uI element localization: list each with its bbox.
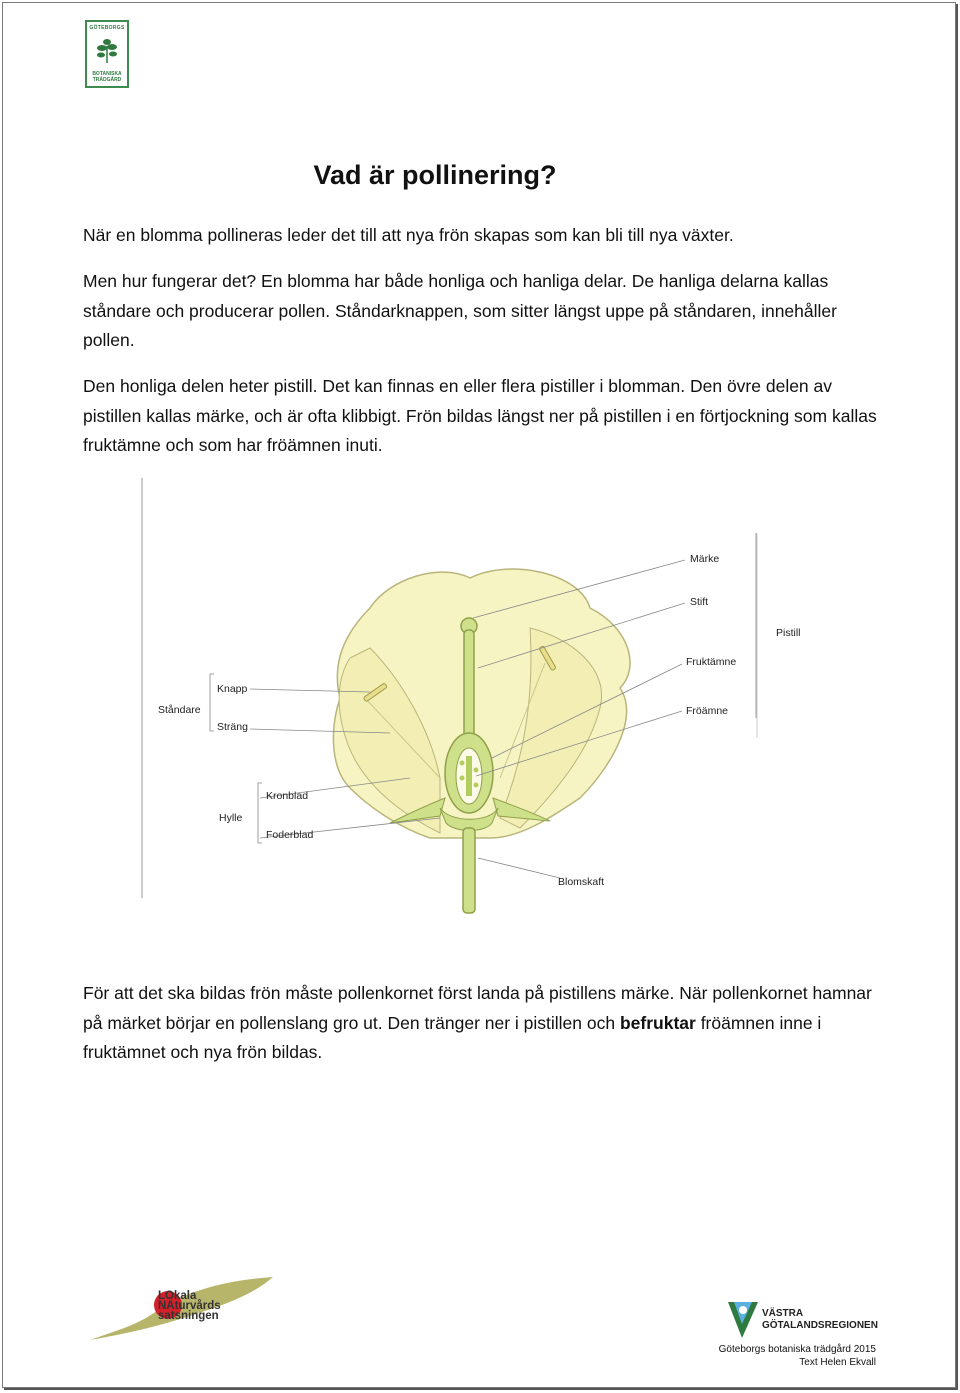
botaniska-tradgard-logo bbox=[85, 20, 129, 88]
credit-garden: Göteborgs botaniska trädgård 2015 bbox=[718, 1344, 876, 1355]
label-kronblad: Kronblad bbox=[266, 790, 309, 802]
label-fruktamne: Fruktämne bbox=[686, 656, 737, 668]
credit-author: Text Helen Ekvall bbox=[799, 1357, 876, 1368]
plant-icon bbox=[94, 38, 120, 64]
vgregion-line2: GÖTALANDSREGIONEN bbox=[762, 1320, 878, 1331]
label-pistill: Pistill bbox=[776, 627, 801, 639]
vgregion-line1: VÄSTRA bbox=[762, 1308, 804, 1319]
paragraph-male-parts: Men hur fungerar det? En blomma har både honliga och hanliga delar. De hanliga delarna kallas ståndare och producerar pollen. Ståndarknappen, som sitter längst uppe på ståndaren, innehåller pollen. bbox=[83, 271, 837, 350]
p4-bold-term: befruktar bbox=[619, 1012, 696, 1033]
lona-line3: satsningen bbox=[158, 1310, 219, 1322]
label-foderblad: Foderblad bbox=[266, 829, 314, 841]
vgregion-emblem-icon bbox=[726, 1300, 760, 1340]
paragraph-fertilization bbox=[83, 979, 883, 1068]
logo-line2: BOTANISKA TRÄDGÅRD bbox=[92, 71, 122, 83]
label-marke: Märke bbox=[690, 553, 720, 565]
label-standare: Ståndare bbox=[158, 704, 201, 716]
lona-logo bbox=[88, 1275, 278, 1345]
label-knapp: Knapp bbox=[217, 683, 248, 695]
label-strang: Sträng bbox=[217, 721, 248, 733]
p4-text-after: fröämnen inne i fruktämnet och nya frön bildas. bbox=[83, 1012, 822, 1062]
paragraph-female-parts: Den honliga delen heter pistill. Det kan finnas en eller flera pistiller i blomman. Den övre delen av pistillen kallas märke, och är ofta klibbigt. Frön bildas längst ner på pistillen i en förtjockning som kallas fruktämne och som har fröämnen inuti. bbox=[83, 376, 877, 455]
page-title: Vad är pollinering? bbox=[313, 160, 557, 190]
style bbox=[464, 630, 474, 740]
flower-stalk bbox=[463, 828, 475, 913]
label-stift: Stift bbox=[690, 596, 709, 608]
label-hylle: Hylle bbox=[219, 812, 243, 824]
lona-line2: NAturvårds bbox=[158, 1300, 221, 1312]
paragraph-intro: När en blomma pollineras leder det till att nya frön skapas som kan bli till nya växter. bbox=[83, 225, 734, 245]
flower-diagram bbox=[140, 478, 820, 948]
lona-line1: LOkala bbox=[158, 1290, 197, 1302]
p4-text-before: För att det ska bildas frön måste pollenkornet först landa på pistillens märke. När pollenkornet hamnar på märket börjar en pollenslang gro ut. Den tränger ner i pistillen och bbox=[83, 983, 872, 1033]
label-froamne: Fröämne bbox=[686, 705, 729, 717]
vgregion-logo bbox=[726, 1300, 886, 1340]
logo-line1: GÖTEBORGS bbox=[89, 25, 125, 31]
label-blomskaft: Blomskaft bbox=[558, 876, 605, 888]
